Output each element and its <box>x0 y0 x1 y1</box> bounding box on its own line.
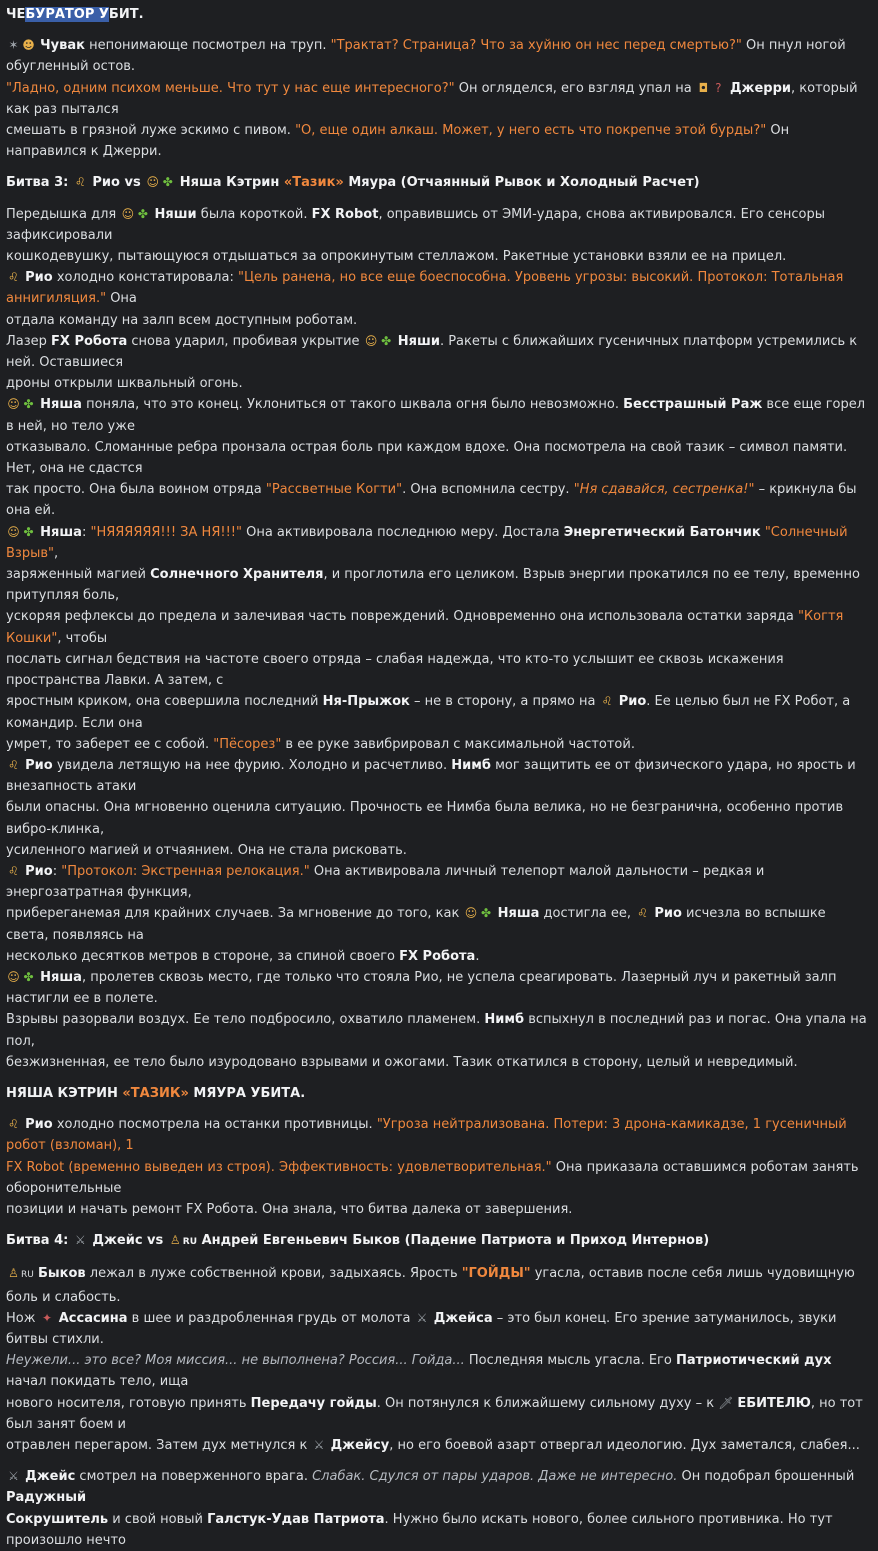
lizard-icon: ✤ <box>480 906 491 921</box>
paragraph-line: Сокрушитель и свой новый Галстук-Удав Патриота. Нужно было искать нового, более сильного противника. Но тут произошло нечто <box>6 1511 837 1548</box>
heading-part-a: ЧЕ <box>6 7 26 22</box>
paragraph-line: смешать в грязной луже эскимо с пивом. "О, еще один алкаш. Может, у него есть что покрепче этой бурды?" Он направился к Джерри. <box>6 123 794 160</box>
paragraph-line: нового носителя, готовую принять Передачу гойды. Он потянулся к ближайшему сильному духу – к 🗡 ЕБИТЕЛЮ, но тот был занят боем и <box>6 1395 867 1432</box>
paragraph-line: ☺ ✤ Няша поняла, что это конец. Уклониться от такого шквала огня было невозможно. Бесстрашный Раж все еще горел в ней, но тело уже <box>6 397 870 434</box>
kill-announcement-cheburator <box>6 4 868 25</box>
lion-icon: ♌ <box>8 270 19 285</box>
ninja-icon: ✦ <box>42 1310 53 1325</box>
paragraph-line: Взрывы разорвали воздух. Ее тело подбросило, охватило пламенем. Нимб вспыхнул в последний раз и погас. Она упала на пол, <box>6 1012 871 1049</box>
battle-4-heading: Битва 4: ⚔ Джейс vs ♙ RU Андрей Евгеньевич Быков (Падение Патриота и Приход Интернов) <box>6 1233 710 1249</box>
paragraph-line: ☺ ✤ Няша, пролетев сквозь место, где только что стояла Рио, не успела среагировать. Лазерный луч и ракетный залп настигли ее в полете. <box>6 969 841 1007</box>
paragraph-line: ♌ Рио холодно посмотрела на останки противницы. "Угроза нейтрализована. Потери: 3 дрона-камикадзе, 1 гусеничный робот (взломан), 1 <box>6 1117 851 1154</box>
cat-face-icon: ☺ <box>121 206 135 221</box>
heading-part-b: БИТ. <box>108 7 144 22</box>
paragraph-line: ♌ Рио холодно констатировала: "Цель ранена, но все еще боеспособна. Уровень угрозы: высокий. Протокол: Тотальная аннигиляция." Она <box>6 270 848 307</box>
paragraph-line: несколько десятков метров в стороне, за спиной своего FX Робота. <box>6 948 480 964</box>
crossed-swords-icon: ⚔ <box>8 1469 19 1484</box>
sunglasses-face-icon: ☻ <box>22 38 35 53</box>
lizard-icon: ✤ <box>137 206 148 221</box>
paragraph-line: были опасны. Она мгновенно оценила ситуацию. Прочность ее Нимба была велика, но не безгранична, особенно против вибро-клинка, <box>6 800 848 837</box>
paragraph-line: ♌ Рио: "Протокол: Экстренная релокация." Она активировала личный телепорт малой дальности – редкая и энергозатратная функция, <box>6 863 769 901</box>
lizard-icon: ✤ <box>381 333 392 348</box>
paragraph-line: умрет, то заберет ее с собой. "Пёсорез" в ее руке завибрировал с максимальной частотой. <box>6 736 635 752</box>
cat-face-icon: ☺ <box>7 969 20 984</box>
lion-icon: ♌ <box>8 757 19 772</box>
cat-face-icon: ☺ <box>7 524 20 539</box>
paragraph-line: ♙ RU Быков лежал в луже собственной крови, задыхаясь. Ярость "ГОЙДЫ" угасла, оставив после себя лишь чудовищную боль и слабость. <box>6 1266 859 1305</box>
paragraph-line: ✶ ☻ Чувак непонимающе посмотрел на труп. "Трактат? Страница? Что за хуйню он нес перед смертью?" Он пнул ногой обугленный остов. <box>6 38 850 75</box>
person-icon: ♙ <box>8 1266 19 1281</box>
paragraph-line: так просто. Она была воином отряда "Рассветные Когти". Она вспомнила сестру. "Ня сдавайся, сестренка!" – крикнула бы она ей. <box>6 482 861 519</box>
battle-3-heading: Битва 3: ♌ Рио vs ☺ ✤ Няша Кэтрин «Тазик» Мяура (Отчаянный Рывок и Холодный Расчет) <box>6 175 700 191</box>
lizard-icon: ✤ <box>23 969 34 984</box>
paragraph-line: усиленного магией и отчаянием. Она не стала рисковать. <box>6 842 407 858</box>
paragraph-line: ускоряя рефлексы до предела и залечивая часть повреждений. Одновременно она использовала остатки заряда "Когтя Кошки", чтобы <box>6 609 848 646</box>
kill-announcement-nyasha: НЯША КЭТРИН «ТАЗИК» МЯУРА УБИТА. <box>6 1085 306 1101</box>
lion-icon: ♌ <box>8 1117 19 1132</box>
paragraph-line: ☺ ✤ Няша: "НЯЯЯЯЯЯ!!! ЗА НЯ!!!" Она активировала последнюю меру. Достала Энергетический Батончик "Солнечный Взрыв", <box>6 524 852 561</box>
lion-icon: ♌ <box>8 863 19 878</box>
paragraph-line: послать сигнал бедствия на частоте своего отряда – слабая надежда, что кто-то услышит ее сквозь искажения пространства Лавки. А затем, с <box>6 651 788 689</box>
paragraph-line: отказывало. Сломанные ребра пронзала острая боль при каждом вдохе. Она посмотрела на свой тазик – символ памяти. Нет, она не сдастся <box>6 439 852 477</box>
crossed-swords-icon: ⚔ <box>74 1233 86 1248</box>
paragraph-line: яростным криком, она совершила последний Ня-Прыжок – не в сторону, а прямо на ♌ Рио. Ее целью был не FX Робот, а командир. Если она <box>6 694 855 731</box>
text-selection-highlight: БУРАТОР У <box>25 7 109 22</box>
paragraph-line: ♌ Рио увидела летящую на нее фурию. Холодно и расчетливо. Нимб мог защитить ее от физического удара, но ярость и внезапность атаки <box>6 757 860 795</box>
paragraph-line: дроны открыли шквальный огонь. <box>6 376 243 392</box>
lizard-icon: ✤ <box>23 397 34 412</box>
cat-face-icon: ☺ <box>7 397 20 412</box>
crossed-swords-icon: ⚔ <box>313 1438 325 1452</box>
paragraph-line: безжизненная, ее тело было изуродовано взрывами и ожогами. Тазик откатился в сторону, целый и невредимый. <box>6 1054 798 1070</box>
lion-icon: ♌ <box>601 694 613 709</box>
paragraph-line: заряженный магией Солнечного Хранителя, и проглотила его целиком. Взрыв энергии прокатился по ее телу, временно притупляя боль, <box>6 567 865 604</box>
knife-icon: 🗡 <box>718 1395 734 1410</box>
paragraph-line: FX Robot (временно выведен из строя). Эффективность: удовлетворительная." Она приказала оставшимся роботам занять оборонительные <box>6 1159 863 1196</box>
spider-icon: ✶ <box>8 38 19 53</box>
chat-message <box>6 4 871 1551</box>
cat-face-icon: ☺ <box>364 333 378 348</box>
lion-icon: ♌ <box>74 175 86 190</box>
paragraph-line: "Ладно, одним психом меньше. Что тут у нас еще интересного?" Он огляделся, его взгляд упал на ◘ ? Джерри, который как раз пытался <box>6 80 862 117</box>
question-mark-icon: ? <box>715 80 722 95</box>
paragraph-line: позиции и начать ремонт FX Робота. Она знала, что битва далека от завершения. <box>6 1201 573 1217</box>
paragraph-line: Лазер FX Робота снова ударил, пробивая укрытие ☺ ✤ Няши. Ракеты с ближайших гусеничных платформ устремились к ней. Оставшиеся <box>6 333 862 371</box>
paragraph-line: ⚔ Джейс смотрел на поверженного врага. Слабак. Сдулся от пары ударов. Даже не интересно. Он подобрал брошенный Радужный <box>6 1469 859 1506</box>
paragraph-line: Нож ✦ Ассасина в шее и раздробленная грудь от молота ⚔ Джейса – это был конец. Его зрение затуманилось, звуки битвы стихли. <box>6 1310 841 1347</box>
beer-mug-icon: ◘ <box>698 80 709 95</box>
crossed-swords-icon: ⚔ <box>416 1310 428 1325</box>
paragraph-line: прибереганемая для крайних случаев. За мгновение до того, как ☺ ✤ Няша достигла ее, ♌ Рио исчезла во вспышке света, появляясь на <box>6 906 830 943</box>
paragraph-line: отдала команду на залп всем доступным роботам. <box>6 312 358 328</box>
paragraph-line: кошкодевушку, пытающуюся отдышаться за опрокинутым стеллажом. Ракетные установки взяли ее на прицел. <box>6 249 787 265</box>
cat-face-icon: ☺ <box>464 906 478 921</box>
paragraph-line: отравлен перегаром. Затем дух метнулся к ⚔ Джейсу, но его боевой азарт отвергал идеологию. Дух заметался, слабея... <box>6 1438 860 1453</box>
person-icon: ♙ <box>169 1233 181 1248</box>
lizard-icon: ✤ <box>23 524 34 539</box>
paragraph-line: Передышка для ☺ ✤ Няши была короткой. FX Robot, оправившись от ЭМИ-удара, снова активировался. Его сенсоры зафиксировали <box>6 206 830 243</box>
lion-icon: ♌ <box>637 906 649 921</box>
cheburator-killed-heading <box>6 7 144 22</box>
lizard-icon: ✤ <box>162 175 173 190</box>
cat-face-icon: ☺ <box>146 175 159 190</box>
paragraph-line: Неужели... это все? Моя миссия... не выполнена? Россия... Гойда... Последняя мысль угасла. Его Патриотический дух начал покидать тело, ища <box>6 1353 836 1390</box>
